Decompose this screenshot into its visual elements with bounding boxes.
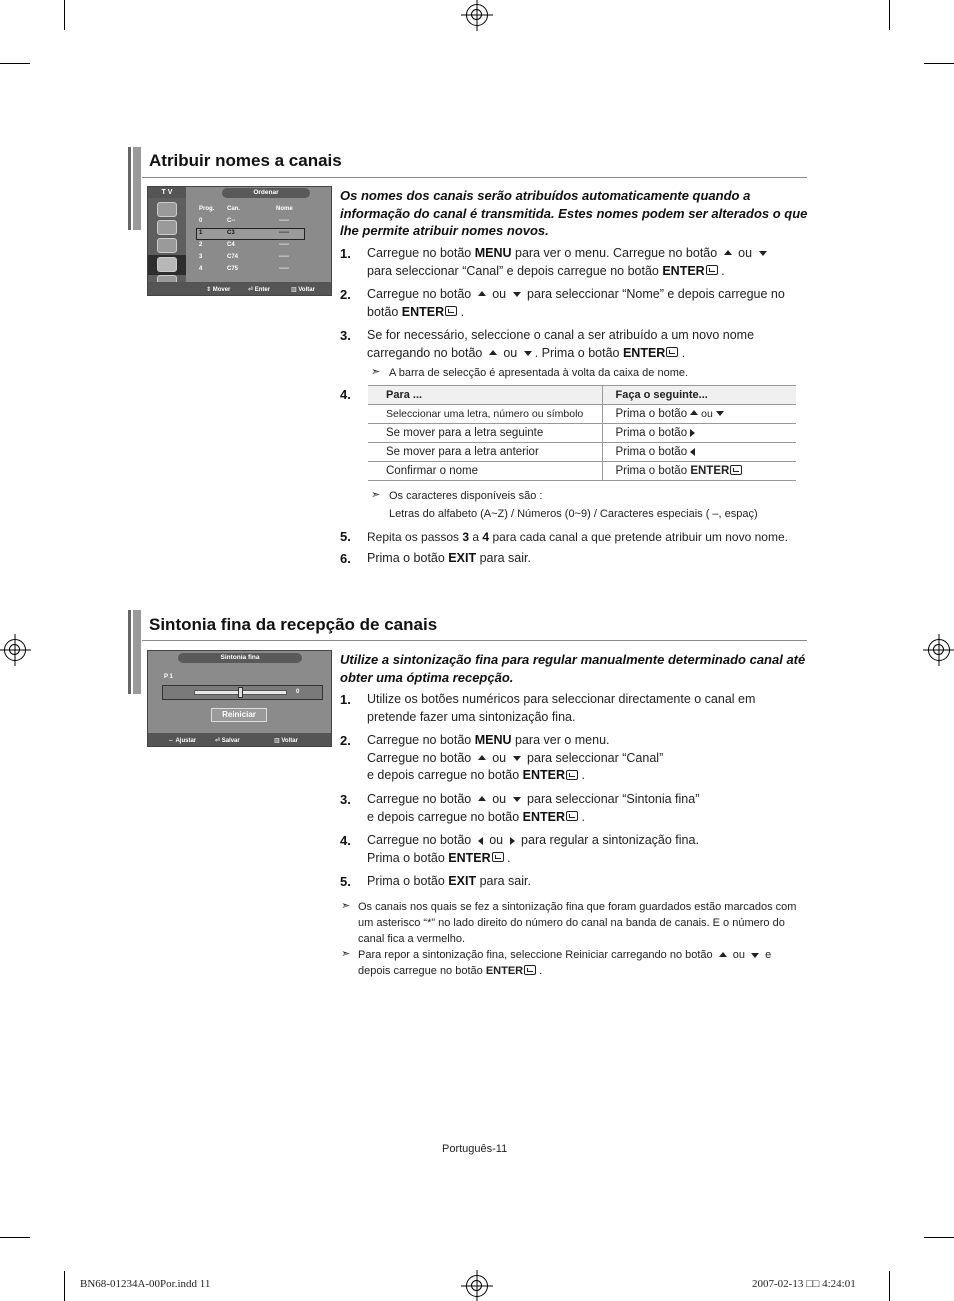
- text: Utilize os botões numéricos para seleccionar directamente o canal em: [367, 692, 756, 706]
- osd-main: [186, 187, 331, 282]
- crop-mark: [0, 63, 30, 64]
- osd-row-can: C74: [227, 254, 239, 260]
- enter-key: ENTER: [622, 345, 666, 360]
- osd-foot-back-label: Voltar: [281, 738, 298, 744]
- table-header-cell: Faça o seguinte...: [602, 386, 796, 405]
- osd-col-prog: Prog.: [199, 206, 215, 212]
- enter-icon: [524, 965, 536, 975]
- table-header-cell: Para ...: [368, 386, 602, 405]
- step-ref: 4: [482, 530, 490, 544]
- osd-row-nome: -----: [279, 218, 289, 224]
- osd-row-can: C3: [227, 230, 235, 236]
- enter-key: ENTER: [690, 465, 730, 477]
- step-number: 1.: [340, 692, 351, 707]
- table-row: [368, 405, 796, 424]
- note-arrow-icon: ➣: [371, 489, 381, 501]
- osd-row-can: C4: [227, 242, 235, 248]
- up-arrow-icon: [690, 410, 698, 415]
- step-text: [367, 327, 812, 362]
- step-number: 1.: [340, 246, 351, 261]
- step-text: [367, 550, 812, 568]
- fine-tune-value: 0: [296, 689, 300, 695]
- osd-foot-back: ▥ Voltar: [291, 287, 315, 293]
- note-arrow-icon: ➣: [341, 948, 351, 960]
- text: Carregue no botão: [367, 246, 475, 260]
- right-arrow-icon: [510, 837, 515, 845]
- step-number: 2.: [340, 287, 351, 302]
- section-bar: [128, 610, 131, 694]
- tv-osd-ordenar: [147, 186, 332, 296]
- text: .: [536, 965, 543, 977]
- note-text: Os caracteres disponíveis são :: [389, 490, 543, 502]
- picture-icon: [157, 202, 177, 217]
- table-cell: Confirmar o nome: [368, 462, 602, 481]
- text: Carregue no botão: [367, 287, 475, 301]
- step-text: [367, 832, 812, 867]
- osd-foot-save: ⏎ Salvar: [215, 738, 240, 744]
- osd-row-nome: -----: [279, 266, 289, 272]
- text: Prima o botão: [367, 874, 449, 888]
- text: e depois carregue no botão: [367, 809, 523, 824]
- osd-row-can: C--: [227, 218, 236, 224]
- menu-key: MENU: [474, 246, 512, 260]
- osd-title: Ordenar: [222, 188, 310, 198]
- osd-row-prog: 3: [199, 254, 203, 260]
- date-slug: 2007-02-13 □□ 4:24:01: [752, 1278, 856, 1290]
- osd-footer: [148, 282, 331, 295]
- osd-foot-move: ⇕ Mover: [206, 287, 231, 293]
- text: para seleccionar “Canal” e depois carregue no botão: [367, 263, 663, 278]
- step-number: 4.: [340, 833, 351, 848]
- text: Prima o botão: [615, 465, 688, 477]
- section-intro: Utilize a sintonização fina para regular manualmente determinado canal até obter uma óptima recepção.: [340, 652, 806, 685]
- osd-row-can: C75: [227, 266, 239, 272]
- osd-foot-enter: ⏎ Enter: [248, 287, 271, 293]
- osd-side-label: T V: [148, 187, 186, 198]
- up-arrow-icon: [489, 350, 497, 355]
- down-arrow-icon: [513, 292, 521, 297]
- table-header-row: [368, 386, 796, 405]
- text: Carregue no botão: [367, 792, 475, 806]
- text: para ver o menu. Carregue no botão: [511, 246, 721, 260]
- text: para seleccionar “Sintonia fina”: [523, 792, 700, 806]
- text: e depois carregue no botão: [367, 768, 523, 782]
- enter-icon: [566, 811, 578, 821]
- osd-row-prog: 2: [199, 242, 203, 248]
- text: .: [717, 263, 725, 278]
- text: para ver o menu.: [511, 733, 610, 747]
- step-text: [367, 691, 812, 726]
- section-bar: [133, 610, 141, 694]
- text: Prima o botão: [615, 446, 688, 458]
- left-arrow-icon: [478, 837, 483, 845]
- text: pretende fazer uma sintonização fina.: [367, 709, 576, 724]
- section-bar: [128, 147, 131, 230]
- tv-osd-sintonia-fina: [147, 650, 332, 747]
- step-number: 4.: [340, 387, 351, 402]
- down-arrow-icon: [751, 953, 759, 958]
- table-cell: Se mover para a letra seguinte: [368, 424, 602, 443]
- crop-mark: [889, 1271, 890, 1301]
- text: para sair.: [476, 551, 531, 565]
- text: ou: [499, 345, 521, 360]
- note-arrow-icon: ➣: [371, 366, 381, 378]
- osd-col-can: Can.: [227, 206, 241, 212]
- step-number: 3.: [340, 792, 351, 807]
- step-text: [367, 732, 812, 785]
- text: Repita os passos: [367, 530, 463, 544]
- reset-button[interactable]: Reiniciar: [211, 708, 267, 722]
- osd-foot-adjust: ⇔ Ajustar: [168, 738, 197, 744]
- text: carregando no botão: [367, 345, 486, 360]
- setup-icon: [157, 257, 177, 272]
- text: a: [469, 530, 483, 544]
- right-arrow-icon: [690, 429, 695, 437]
- sound-icon: [157, 220, 177, 235]
- step-text: [367, 791, 812, 826]
- section-rule: [142, 640, 807, 641]
- enter-icon: [666, 347, 678, 357]
- enter-icon: [492, 852, 504, 862]
- osd-sidebar: [148, 187, 186, 295]
- osd-row-prog: 1: [199, 230, 203, 236]
- text: ou: [488, 287, 510, 301]
- up-arrow-icon: [478, 796, 486, 801]
- text: Prima o botão: [367, 551, 449, 565]
- table-cell: [602, 424, 796, 443]
- step-number: 2.: [340, 733, 351, 748]
- crop-mark: [924, 63, 954, 64]
- text: Prima o botão: [615, 427, 688, 439]
- text: e depois carregue no botão: [358, 949, 772, 977]
- osd-footer: [148, 733, 331, 746]
- text: ou: [734, 246, 756, 260]
- exit-key: EXIT: [448, 551, 477, 565]
- step-text: [367, 873, 812, 891]
- text: botão: [367, 304, 402, 319]
- up-arrow-icon: [724, 250, 732, 255]
- table-cell: [602, 405, 796, 424]
- registration-mark-icon: [466, 1275, 488, 1297]
- step-number: 6.: [340, 551, 351, 566]
- registration-mark-icon: [4, 639, 26, 661]
- osd-foot-adjust-label: Ajustar: [175, 738, 197, 744]
- enter-key: ENTER: [522, 768, 566, 782]
- text: para regular a sintonização fina.: [517, 833, 699, 847]
- table-cell: [602, 462, 796, 481]
- enter-key: ENTER: [522, 809, 566, 824]
- down-arrow-icon: [759, 251, 767, 256]
- enter-icon: [730, 465, 742, 475]
- text: Prima o botão: [615, 408, 688, 420]
- text: Carregue no botão: [367, 750, 475, 765]
- text: .: [578, 809, 585, 824]
- down-arrow-icon: [524, 351, 532, 356]
- table-row: [368, 424, 796, 443]
- enter-icon: [566, 770, 578, 780]
- text: Para repor a sintonização fina, seleccione Reiniciar carregando no botão: [358, 949, 716, 961]
- text: ou: [485, 833, 507, 847]
- section-intro: Os nomes dos canais serão atribuídos automaticamente quando a informação do canal é transmitida. Estes nomes podem ser alterados o que lhe permite atribuir nomes novos.: [340, 188, 808, 238]
- enter-key: ENTER: [401, 304, 445, 319]
- osd-row-nome: -----: [279, 254, 289, 260]
- osd-row-nome: -----: [279, 242, 289, 248]
- text: para cada canal a que pretende atribuir um novo nome.: [489, 530, 788, 544]
- table-cell: Seleccionar uma letra, número ou símbolo: [368, 405, 602, 424]
- text: Carregue no botão: [367, 833, 475, 847]
- enter-key: ENTER: [485, 965, 524, 977]
- crop-mark: [64, 1271, 65, 1301]
- file-slug: BN68-01234A-00Por.indd 11: [80, 1278, 211, 1290]
- osd-foot-back: ▥ Voltar: [274, 738, 298, 744]
- step-number: 3.: [340, 328, 351, 343]
- channel-icon: [157, 238, 177, 253]
- table-cell: [602, 443, 796, 462]
- osd-foot-back-label: Voltar: [298, 287, 315, 293]
- step-number: 5.: [340, 529, 351, 544]
- step-text: [367, 286, 812, 321]
- text: ou: [488, 750, 510, 765]
- fine-tune-slider-handle[interactable]: [238, 687, 243, 698]
- text: .: [678, 345, 686, 360]
- note-text: Os canais nos quais se fez a sintonização fina que foram guardados estão marcados com um asterisco “*” no lado direito do número do canal na banda de canais. E o número do canal fica a vermelho.: [358, 901, 797, 945]
- text: Carregue no botão: [367, 733, 475, 747]
- osd-foot-move-label: Mover: [212, 287, 231, 293]
- text: .: [578, 768, 585, 782]
- step-text: [367, 529, 812, 547]
- osd-foot-enter-label: Enter: [254, 287, 271, 293]
- enter-key: ENTER: [448, 850, 491, 865]
- text: Prima o botão: [367, 850, 449, 865]
- section-title: Sintonia fina da recepção de canais: [149, 615, 438, 634]
- crop-mark: [0, 1237, 30, 1238]
- down-arrow-icon: [716, 411, 724, 416]
- text: para sair.: [476, 874, 531, 888]
- enter-icon: [706, 265, 718, 275]
- text: . Prima o botão: [534, 345, 623, 360]
- text: ou: [488, 792, 510, 806]
- text: .: [457, 304, 465, 319]
- crop-mark: [889, 0, 890, 30]
- osd-row-prog: 4: [199, 266, 203, 272]
- note-text: A barra de selecção é apresentada à volta da caixa de nome.: [389, 367, 689, 379]
- text: para seleccionar “Canal”: [523, 750, 664, 765]
- down-arrow-icon: [513, 797, 521, 802]
- text: .: [503, 850, 511, 865]
- text: ou: [729, 949, 749, 961]
- registration-mark-icon: [466, 4, 488, 26]
- table-row: [368, 462, 796, 481]
- note-text: Letras do alfabeto (A~Z) / Números (0~9) / Caracteres especiais ( –, espaç): [389, 508, 758, 520]
- step-number: 5.: [340, 874, 351, 889]
- section-title: Atribuir nomes a canais: [149, 151, 342, 170]
- exit-key: EXIT: [448, 874, 477, 888]
- text: Se for necessário, seleccione o canal a ser atribuído a um novo nome: [367, 328, 755, 342]
- action-table: [368, 385, 796, 481]
- osd-title: Sintonia fina: [178, 653, 302, 663]
- text: para seleccionar “Nome” e depois carregue no: [523, 287, 785, 301]
- up-arrow-icon: [719, 952, 727, 957]
- step-ref: 3: [462, 530, 470, 544]
- up-arrow-icon: [478, 755, 486, 760]
- left-arrow-icon: [690, 448, 695, 456]
- menu-key: MENU: [474, 733, 512, 747]
- down-arrow-icon: [513, 756, 521, 761]
- note-text: [358, 947, 798, 979]
- crop-mark: [924, 1237, 954, 1238]
- step-text: [367, 245, 812, 280]
- table-cell: Se mover para a letra anterior: [368, 443, 602, 462]
- osd-foot-save-label: Salvar: [221, 738, 240, 744]
- registration-mark-icon: [928, 639, 950, 661]
- enter-icon: [445, 306, 457, 316]
- osd-row-nome: -----: [279, 230, 289, 236]
- note-arrow-icon: ➣: [341, 900, 351, 912]
- osd-program-label: P 1: [164, 674, 173, 680]
- osd-row-prog: 0: [199, 218, 203, 224]
- crop-mark: [64, 0, 65, 30]
- text: ou: [701, 408, 713, 420]
- page-number: Português-11: [442, 1143, 508, 1155]
- osd-col-nome: Nome: [276, 206, 293, 212]
- section-rule: [142, 177, 807, 178]
- table-row: [368, 443, 796, 462]
- enter-key: ENTER: [662, 263, 705, 278]
- up-arrow-icon: [478, 291, 486, 296]
- section-bar: [133, 147, 141, 230]
